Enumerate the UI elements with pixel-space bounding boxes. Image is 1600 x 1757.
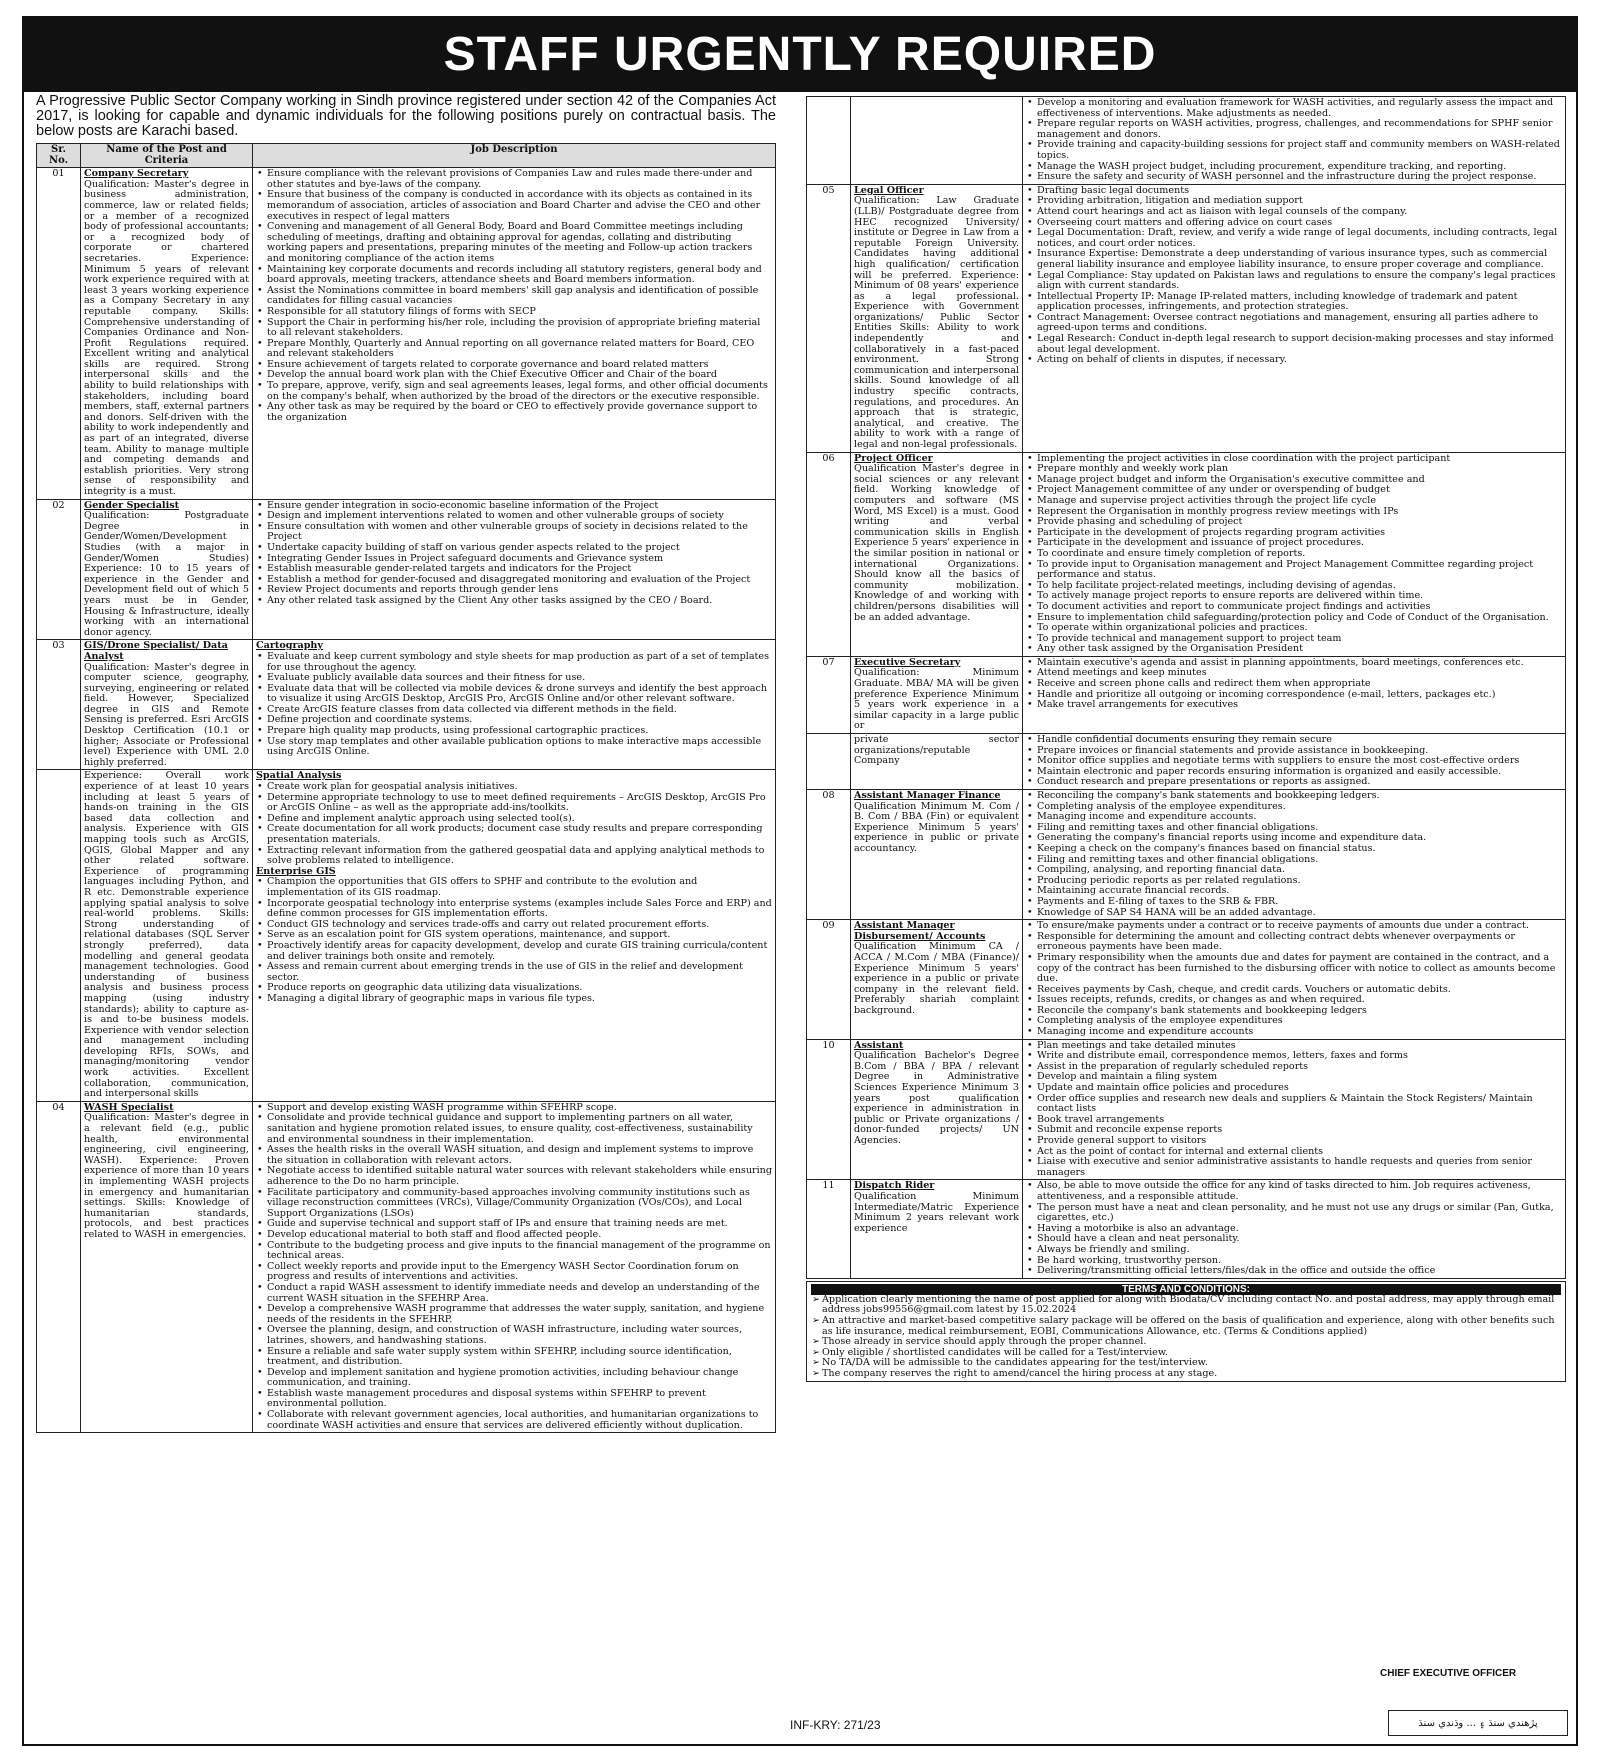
positions-table-right — [806, 96, 1566, 1279]
duty-item: • Responsible for all statutory filings of forms with SECP — [256, 307, 772, 318]
post-name: Assistant Manager Disbursement/ Accounts — [854, 920, 986, 942]
serial-number — [807, 734, 851, 790]
terms-item: ➢ Those already in service should apply through the proper channel. — [811, 1337, 1561, 1348]
duty-item: • Review Project documents and reports through gender lens — [256, 585, 772, 596]
duty-item: • Compiling, analysing, and reporting financial data. — [1026, 865, 1562, 876]
duty-item: • Negotiate access to identified suitable natural water sources with relevant stakeholders while ensuring adherence to the Do no harm principle. — [256, 1166, 772, 1187]
post-criteria-cell — [81, 640, 253, 770]
duty-item: • Filing and remitting taxes and other financial obligations. — [1026, 823, 1562, 834]
duty-item: • Responsible for determining the amount and collecting contract debts whenever overpayments or erroneous payments have been made. — [1026, 932, 1562, 953]
duty-item: • Ensure gender integration in socio-economic baseline information of the Project — [256, 501, 772, 512]
duty-item: • Legal Compliance: Stay updated on Pakistan laws and regulations to ensure the company's legal practices align with current standards. — [1026, 271, 1562, 292]
terms-list — [811, 1295, 1561, 1380]
duty-item: • Support and develop existing WASH programme within SFEHRP scope. — [256, 1103, 772, 1114]
job-header: Job Description — [253, 144, 776, 168]
duty-item: • Maintain executive's agenda and assist in planning appointments, board meetings, conferences etc. — [1026, 658, 1562, 669]
post-criteria-cell — [851, 184, 1023, 452]
post-name: Executive Secretary — [854, 656, 961, 668]
position-row — [37, 640, 776, 770]
page-title: STAFF URGENTLY REQUIRED — [443, 27, 1157, 81]
duty-item: • Plan meetings and take detailed minutes — [1026, 1041, 1562, 1052]
duty-item: • Incorporate geospatial technology into enterprise systems (examples include Sales Force and ERP) and define common processes for GIS implementation efforts. — [256, 899, 772, 920]
duty-item: • Producing periodic reports as per related regulations. — [1026, 876, 1562, 887]
post-criteria-cell — [851, 656, 1023, 733]
duty-item: • Any other related task assigned by the Client Any other tasks assigned by the CEO / Board. — [256, 596, 772, 607]
duty-item: • Maintaining accurate financial records. — [1026, 886, 1562, 897]
duty-item: • The person must have a neat and clean personality, and he must not use any drugs or similar (Pan, Gutka, cigarettes, etc.) — [1026, 1203, 1562, 1224]
duty-item: • Oversee the planning, design, and construction of WASH infrastructure, including water sources, latrines, showers, and handwashing stations. — [256, 1325, 772, 1346]
duty-item: • Liaise with executive and senior administrative assistants to handle requests and queries from senior managers — [1026, 1157, 1562, 1178]
duty-item: • Champion the opportunities that GIS offers to SPHF and contribute to the evolution and implementation of its GIS roadmap. — [256, 877, 772, 898]
serial-number: 01 — [37, 168, 81, 499]
job-description-cell — [253, 499, 776, 640]
duties-list — [256, 1103, 772, 1431]
duty-item: • Payments and E-filing of taxes to the SRB & FBR. — [1026, 897, 1562, 908]
post-name: GIS/Drone Specialist/ Data Analyst — [84, 640, 228, 662]
duty-item: • Contract Management: Oversee contract negotiations and management, ensuring all parties adhere to agreed-upon terms and conditions. — [1026, 313, 1562, 334]
duty-item: • Completing analysis of the employee expenditures. — [1026, 802, 1562, 813]
duty-item: • Handle confidential documents ensuring they remain secure — [1026, 735, 1562, 746]
duty-item: • Serve as an escalation point for GIS system operations, maintenance, and support. — [256, 930, 772, 941]
duty-item: • Develop the annual board work plan with the Chief Executive Officer and Chair of the board — [256, 370, 772, 381]
position-row — [807, 184, 1566, 452]
duty-item: • Manage and supervise project activities through the project life cycle — [1026, 496, 1562, 507]
serial-number: 08 — [807, 790, 851, 920]
position-row — [807, 734, 1566, 790]
duty-item: • Ensure a reliable and safe water supply system within SFEHRP, including source identification, treatment, and distribution. — [256, 1347, 772, 1368]
duties-list — [1026, 791, 1562, 918]
post-name: WASH Specialist — [84, 1101, 174, 1113]
duty-item: • To ensure/make payments under a contract or to receive payments of amounts due under a contract. — [1026, 921, 1562, 932]
duty-item: • Update and maintain office policies and procedures — [1026, 1083, 1562, 1094]
duty-item: • Collaborate with relevant government agencies, local authorities, and humanitarian organizations to coordinate WASH activities and ensure that services are delivered efficiently without duplication. — [256, 1410, 772, 1431]
duty-item: • Ensure to implementation child safeguarding/protection policy and Code of Conduct of the Organisation. — [1026, 613, 1562, 624]
position-row — [807, 97, 1566, 185]
post-criteria-cell — [851, 452, 1023, 656]
positions-table-left — [36, 143, 776, 1433]
post-criteria-cell — [851, 1039, 1023, 1180]
position-row — [807, 452, 1566, 656]
duty-item: • Prepare invoices or financial statements and provide assistance in bookkeeping. — [1026, 746, 1562, 757]
duties-list — [256, 877, 772, 1004]
duty-item: • To help facilitate project-related meetings, including devising of agendas. — [1026, 581, 1562, 592]
duty-item: • Define and implement analytic approach using selected tool(s). — [256, 814, 772, 825]
post-criteria: Qualification: Postgraduate Degree in Gender/Women/Development Studies (with a major in Gender/Women Studies) Experience: 10 to 15 years of experience in the Gender and Development field out of which 5 years must be in Gender, Housing & Infrastructure, ideally working with an international donor agency. — [84, 510, 249, 638]
duty-item: • Any other task assigned by the Organisation President — [1026, 644, 1562, 655]
duty-item: • Establish waste management procedures and disposal systems within SFEHRP to prevent environmental pollution. — [256, 1389, 772, 1410]
post-name: Company Secretary — [84, 168, 189, 180]
duty-item: • Reconcile the company's bank statements and bookkeeping ledgers — [1026, 1006, 1562, 1017]
duty-item: • Support the Chair in performing his/her role, including the provision of appropriate briefing material to all relevant stakeholders. — [256, 318, 772, 339]
duty-item: • Act as the point of contact for internal and external clients — [1026, 1147, 1562, 1158]
job-description-cell — [1023, 184, 1566, 452]
duty-item: • Managing income and expenditure accounts. — [1026, 812, 1562, 823]
serial-number: 02 — [37, 499, 81, 640]
duty-item: • Ensure consultation with women and other vulnerable groups of society in decisions related to the Project — [256, 522, 772, 543]
duty-item: • Design and implement interventions related to women and other vulnerable groups of society — [256, 511, 772, 522]
duty-item: • Also, be able to move outside the office for any kind of tasks directed to him. Job requires activeness, attentiveness, and a responsible attitude. — [1026, 1181, 1562, 1202]
post-name: Gender Specialist — [84, 499, 180, 511]
duty-item: • Make travel arrangements for executives — [1026, 700, 1562, 711]
serial-number: 11 — [807, 1180, 851, 1278]
duty-item: • To actively manage project reports to ensure reports are delivered within time. — [1026, 591, 1562, 602]
position-row — [807, 790, 1566, 920]
post-criteria-cell — [81, 499, 253, 640]
job-description-cell — [1023, 920, 1566, 1040]
duty-item: • Conduct a rapid WASH assessment to identify immediate needs and develop an understanding of the current WASH situation in the SFEHRP Area. — [256, 1283, 772, 1304]
duties-list — [1026, 186, 1562, 366]
position-row — [37, 499, 776, 640]
duty-item: • Asses the health risks in the overall WASH situation, and design and implement systems to improve the situation in collaboration with relevant actors. — [256, 1145, 772, 1166]
duty-item: • To provide technical and management support to project team — [1026, 634, 1562, 645]
duty-item: • Implementing the project activities in close coordination with the project participant — [1026, 454, 1562, 465]
post-criteria: Experience: Overall work experience of at least 10 years including at least 5 years of hands-on training in the GIS based data collection and analysis. Experience with GIS mapping tools such as ArcGIS, QGIS, Global Mapper and any other related software. Experience of programming languages including Python, and R etc. Demonstrable experience applying spatial analysis to solve real-world problems. Skills: Strong understanding of relational databases (SQL Server strongly preferred), data modelling and general geodata management technologies. Good understanding of business analysis and business process mapping (using industry standards); ability to capture as-is and to-be business models. Experience with vendor selection and management including developing RFIs, SOWs, and managing/monitoring vendor work activities. Excellent collaboration, communication, and interpersonal skills — [84, 770, 249, 1100]
job-description-cell — [1023, 790, 1566, 920]
duty-item: • Having a motorbike is also an advantage. — [1026, 1224, 1562, 1235]
post-criteria: Qualification Minimum CA / ACCA / M.Com / MBA (Finance)/ Experience Minimum 5 years' experience in a public or private company in the relevant field. Preferably shariah complaint background. — [854, 941, 1019, 1016]
duty-item: • Assist the Nominations committee in board members' skill gap analysis and identification of possible candidates for filling casual vacancies — [256, 286, 772, 307]
duty-item: • Write and distribute email, correspondence memos, letters, faxes and forms — [1026, 1051, 1562, 1062]
position-row — [807, 656, 1566, 733]
post-criteria-cell — [851, 97, 1023, 185]
post-name: Dispatch Rider — [854, 1180, 935, 1192]
duty-item: • Keeping a check on the company's finances based on financial status. — [1026, 844, 1562, 855]
job-description-cell — [253, 168, 776, 499]
serial-number: 04 — [37, 1101, 81, 1432]
post-name: Legal Officer — [854, 184, 924, 196]
duty-item: • Primary responsibility when the amounts due and dates for payment are contained in the contract, and a copy of the contract has been furnished to the disbursing officer with notice to collect as amounts become due. — [1026, 953, 1562, 985]
duty-item: • Manage the WASH project budget, including procurement, expenditure tracking, and reporting. — [1026, 162, 1562, 173]
duty-item: • To operate within organizational policies and practices. — [1026, 623, 1562, 634]
duty-item: • Attend meetings and keep minutes — [1026, 668, 1562, 679]
duty-item: • Receives payments by Cash, cheque, and credit cards. Vouchers or automatic debits. — [1026, 985, 1562, 996]
duty-item: • Acting on behalf of clients in disputes, if necessary. — [1026, 355, 1562, 366]
duties-list — [1026, 454, 1562, 655]
duty-item: • To document activities and report to communicate project findings and activities — [1026, 602, 1562, 613]
post-criteria: Qualification Minimum M. Com / B. Com / BBA (Fin) or equivalent Experience Minimum 5 years' experience in public or private accountancy. — [854, 800, 1019, 854]
position-row — [37, 1101, 776, 1432]
duty-item: • Undertake capacity building of staff on various gender aspects related to the project — [256, 543, 772, 554]
post-criteria-cell — [851, 734, 1023, 790]
duty-item: • Order office supplies and research new deals and suppliers & Maintain the Stock Registers/ Maintain contact lists — [1026, 1094, 1562, 1115]
duty-item: • Overseeing court matters and offering advice on court cases — [1026, 218, 1562, 229]
duties-list — [256, 169, 772, 423]
duty-item: • Manage project budget and inform the Organisation's executive committee and — [1026, 475, 1562, 486]
duty-item: • Develop a monitoring and evaluation framework for WASH activities, and regularly assess the impact and effectiveness of interventions. Make adjustments as needed. — [1026, 98, 1562, 119]
job-description-cell — [1023, 1180, 1566, 1278]
duties-list — [256, 501, 772, 607]
duty-item: • Provide training and capacity-building sessions for project staff and community members on WASH-related topics. — [1026, 140, 1562, 161]
post-criteria: Qualification: Master's degree in computer science, geography, surveying, engineering or related field. However, Specialized degree in GIS and Remote Sensing is preferred. Esri ArcGIS Desktop Certification (10.1 or higher; Associate or Professional level) Experience with UML 2.0 highly preferred. — [84, 661, 249, 768]
job-description-cell — [253, 770, 776, 1101]
job-description-cell — [1023, 97, 1566, 185]
duty-item: • Collect weekly reports and provide input to the Emergency WASH Sector Coordination forum on progress and results of interventions and activities. — [256, 1262, 772, 1283]
duty-item: • Legal Documentation: Draft, review, and verify a wide range of legal documents, including contracts, legal notices, and court order notices. — [1026, 228, 1562, 249]
duty-item: • To coordinate and ensure timely completion of reports. — [1026, 549, 1562, 560]
duty-item: • Insurance Expertise: Demonstrate a deep understanding of various insurance types, such as commercial general liability insurance and employee liability insurance, to ensure proper coverage and compliance. — [1026, 249, 1562, 270]
terms-item: ➢ The company reserves the right to amend/cancel the hiring process at any stage. — [811, 1369, 1561, 1380]
duty-item: • Provide general support to visitors — [1026, 1136, 1562, 1147]
post-criteria: private sector organizations/reputable Company — [854, 734, 1019, 767]
job-description-cell — [1023, 452, 1566, 656]
terms-item: ➢ Application clearly mentioning the name of post applied for along with Biodata/CV including contact No. and postal address, may apply through email address jobs99556@gmail.com latest by 15.02.2024 — [811, 1295, 1561, 1316]
post-criteria-cell — [81, 770, 253, 1101]
duty-item: • Generating the company's financial reports using income and expenditure data. — [1026, 833, 1562, 844]
section-heading: Cartography — [256, 640, 323, 652]
serial-number: 05 — [807, 184, 851, 452]
duty-item: • Use story map templates and other available publication options to make interactive maps accessible using ArcGIS Online. — [256, 737, 772, 758]
duty-item: • Maintain electronic and paper records ensuring information is organized and easily accessible. — [1026, 767, 1562, 778]
serial-number: 06 — [807, 452, 851, 656]
campaign-logo: پڙهندي سنڌ ۽ ... وڌندي سنڌ — [1388, 1710, 1568, 1736]
duty-item: • Always be friendly and smiling. — [1026, 1245, 1562, 1256]
duty-item: • Ensure compliance with the relevant provisions of Companies Law and rules made there-under and other statutes and bye-laws of the company. — [256, 169, 772, 190]
job-description-cell — [1023, 1039, 1566, 1180]
terms-item: ➢ No TA/DA will be admissible to the candidates appearing for the test/interview. — [811, 1358, 1561, 1369]
duty-item: • Extracting relevant information from the gathered geospatial data and applying analytical methods to solve problems related to intelligence. — [256, 846, 772, 867]
post-criteria: Qualification: Law Graduate (LLB)/ Postgraduate degree from HEC recognized University/ institute or Degree in Law from a reputable Foreign University. Candidates having additional high qualification/ certification will be preferred. Experience: Minimum of 08 years' experience as a legal professional. Experience with Government organizations/ Public Sector Entities Skills: Ability to work independently and collaboratively in a fast-paced environment. Strong communication and interpersonal skills. Sound knowledge of all industry specific contracts, regulations, and procedures. An approach that is strategic, analytical, and creative. The ability to work with a range of legal and non-legal professionals. — [854, 195, 1019, 450]
duties-list — [256, 652, 772, 758]
duty-item: • Drafting basic legal documents — [1026, 186, 1562, 197]
duty-item: • Evaluate and keep current symbology and style sheets for map production as part of a set of templates for use throughout the agency. — [256, 652, 772, 673]
duty-item: • Any other task as may be required by the board or CEO to effectively provide governance support to the organization — [256, 402, 772, 423]
post-criteria-cell — [81, 1101, 253, 1432]
duty-item: • Develop and implement sanitation and hygiene promotion activities, including behaviour change communication, and training. — [256, 1368, 772, 1389]
duty-item: • Ensure the safety and security of WASH personnel and the infrastructure during the project response. — [1026, 172, 1562, 183]
duty-item: • Determine appropriate technology to use to meet defined requirements – ArcGIS Desktop, ArcGIS Pro or ArcGIS Online – as well as the appropriate add-ins/toolkits. — [256, 793, 772, 814]
duty-item: • Develop educational material to both staff and flood affected people. — [256, 1230, 772, 1241]
duty-item: • Participate in the development of projects regarding program activities — [1026, 528, 1562, 539]
duty-item: • Establish measurable gender-related targets and indicators for the Project — [256, 564, 772, 575]
duty-item: • Produce reports on geographic data utilizing data visualizations. — [256, 983, 772, 994]
duty-item: • Monitor office supplies and negotiate terms with suppliers to ensure the most cost-effective orders — [1026, 756, 1562, 767]
duty-item: • To provide input to Organisation management and Project Management Committee regarding project performance and status. — [1026, 560, 1562, 581]
job-description-cell — [1023, 734, 1566, 790]
duty-item: • Prepare Monthly, Quarterly and Annual reporting on all governance related matters for Board, CEO and relevant stakeholders — [256, 339, 772, 360]
duties-list — [1026, 1181, 1562, 1276]
duty-item: • Book travel arrangements — [1026, 1115, 1562, 1126]
duty-item: • Managing income and expenditure accounts — [1026, 1027, 1562, 1038]
duty-item: • Ensure that business of the company is conducted in accordance with its objects as contained in its memorandum of association, articles of association and Board Charter and advise the CEO and other executives in respect of legal matters — [256, 190, 772, 222]
duty-item: • Prepare monthly and weekly work plan — [1026, 464, 1562, 475]
duty-item: • Providing arbitration, litigation and mediation support — [1026, 196, 1562, 207]
sr-header: Sr. No. — [37, 144, 81, 168]
duty-item: • Issues receipts, refunds, credits, or changes as and when required. — [1026, 995, 1562, 1006]
duty-item: • Delivering/transmitting official letters/files/dak in the office and outside the office — [1026, 1266, 1562, 1277]
reference-number: INF-KRY: 271/23 — [790, 1718, 881, 1732]
position-row — [807, 1180, 1566, 1278]
duty-item: • Handle and prioritize all outgoing or incoming correspondence (e-mail, letters, packages etc.) — [1026, 690, 1562, 701]
terms-item: ➢ Only eligible / shortlisted candidates will be called for a Test/interview. — [811, 1348, 1561, 1359]
post-criteria: Qualification: Minimum Graduate. MBA/ MA will be given preference Experience Minimum 5 years work experience in a similar capacity in a large public or — [854, 667, 1019, 732]
duty-item: • Receive and screen phone calls and redirect them when appropriate — [1026, 679, 1562, 690]
duty-item: • Represent the Organisation in monthly progress review meetings with IPs — [1026, 507, 1562, 518]
right-column — [806, 96, 1566, 1732]
duty-item: • Consolidate and provide technical guidance and support to implementing partners on all water, sanitation and hygiene promotion related issues, to ensure quality, cost-effectiveness, sustainability and environmental soundness in their implementation. — [256, 1113, 772, 1145]
post-criteria: Qualification Minimum Intermediate/Matric Experience Minimum 2 years relevant work experience — [854, 1190, 1019, 1234]
duty-item: • Convening and management of all General Body, Board and Board Committee meetings including scheduling of meetings, drafting and obtaining approval for agendas, collating and distributing working papers and presentations, preparing minutes of the meeting and Follow-up action trackers and monitoring compliance of the action items — [256, 222, 772, 264]
post-criteria: Qualification: Master's degree in a relevant field (e.g., public health, environmental engineering, civil engineering, WASH). Experience: Proven experience of more than 10 years in implementing WASH projects in emergency and humanitarian settings. Skills: Knowledge of humanitarian standards, protocols, and best practices related to WASH in emergencies. — [84, 1112, 249, 1240]
duties-list — [1026, 1041, 1562, 1179]
position-row — [37, 168, 776, 499]
post-criteria: Qualification Master's degree in social sciences or any relevant field. Working knowledge of computers and software (MS Word, MS Excel) is a must. Good writing and verbal communication skills in English Experience 5 years' experience in the similar position in national or international Organizations. Should know all the basics of community mobilization. Knowledge of and working with children/persons disabilities will be an added advantage. — [854, 463, 1019, 623]
serial-number: 09 — [807, 920, 851, 1040]
post-name: Assistant Manager Finance — [854, 790, 1001, 801]
duty-item: • Attend court hearings and act as liaison with legal counsels of the company. — [1026, 207, 1562, 218]
duty-item: • Legal Research: Conduct in-depth legal research to support decision-making processes and stay informed about legal development. — [1026, 334, 1562, 355]
duty-item: • Ensure achievement of targets related to corporate governance and board related matters — [256, 360, 772, 371]
duty-item: • Intellectual Property IP: Manage IP-related matters, including knowledge of trademark and patent application processes, infringements, and protection strategies. — [1026, 292, 1562, 313]
terms-title: TERMS AND CONDITIONS: — [811, 1284, 1561, 1295]
duty-item: • Conduct GIS technology and services trade-offs and carry out related procurement efforts. — [256, 920, 772, 931]
duty-item: • Be hard working, trustworthy person. — [1026, 1256, 1562, 1267]
terms-item: ➢ An attractive and market-based competitive salary package will be offered on the basis of qualification and experience, along with other benefits such as life insurance, medical reimbursement, EOBI, Communications Allowance, etc. (Terms & Conditions applied) — [811, 1316, 1561, 1337]
duty-item: • Develop a comprehensive WASH programme that addresses the water supply, sanitation, and hygiene needs of the residents in the SFEHRP. — [256, 1304, 772, 1325]
post-criteria-cell — [851, 790, 1023, 920]
duties-list — [1026, 658, 1562, 711]
duty-item: • Evaluate data that will be collected via mobile devices & drone surveys and identify the best approach to visualize it using ArcGIS Desktop, ArcGIS Pro, ArcGIS Online and/or other relevant software. — [256, 684, 772, 705]
post-criteria: Qualification Bachelor's Degree B.Com / BBA / BPA / relevant Degree in Administrative Sciences Experience Minimum 3 years post qualification experience in administration in public or Private organizations / donor-funded projects/ UN Agencies. — [854, 1050, 1019, 1146]
job-description-cell — [1023, 656, 1566, 733]
duties-list — [1026, 921, 1562, 1038]
duty-item: • Create documentation for all work products; document case study results and prepare corresponding presentation materials. — [256, 824, 772, 845]
serial-number: 07 — [807, 656, 851, 733]
duty-item: • Reconciling the company's bank statements and bookkeeping ledgers. — [1026, 791, 1562, 802]
duty-item: • Assist in the preparation of regularly scheduled reports — [1026, 1062, 1562, 1073]
duty-item: • Completing analysis of the employee expenditures — [1026, 1016, 1562, 1027]
duties-list — [1026, 98, 1562, 183]
duty-item: • Prepare high quality map products, using professional cartographic practices. — [256, 726, 772, 737]
post-criteria-cell — [851, 920, 1023, 1040]
post-name: Assistant — [854, 1039, 904, 1051]
job-description-cell — [253, 640, 776, 770]
duty-item: • Integrating Gender Issues in Project safeguard documents and Grievance system — [256, 554, 772, 565]
post-name: Project Officer — [854, 452, 933, 464]
signature: CHIEF EXECUTIVE OFFICER — [1380, 1668, 1517, 1679]
section-heading: Enterprise GIS — [256, 865, 336, 877]
post-criteria: Qualification: Master's degree in business administration, commerce, law or related fields; or a member of a recognized body of professional accountants; or a recognized body of corporate or chartered secretaries. Experience: Minimum 5 years of relevant work experience required with at least 3 years working experience as a Company Secretary in any reputable company. Skills: Comprehensive understanding of Companies Ordinance and Non-Profit Regulations required. Excellent writing and analytical skills are required. Strong interpersonal skills and the ability to build relationships with stakeholders, including board members, staff, external partners and donors. Self-driven with the ability to work independently and as part of an integrated, diverse team. Ability to manage multiple and competing demands and establish priorities. Very strong sense of responsibility and integrity is a must. — [84, 178, 249, 497]
duty-item: • Create ArcGIS feature classes from data collected via different methods in the field. — [256, 705, 772, 716]
position-row — [807, 1039, 1566, 1180]
duty-item: • Conduct research and prepare presentations or reports as assigned. — [1026, 777, 1562, 788]
serial-number — [807, 97, 851, 185]
duty-item: • Contribute to the budgeting process and give inputs to the financial management of the programme on technical areas. — [256, 1241, 772, 1262]
serial-number: 10 — [807, 1039, 851, 1180]
duty-item: • Create work plan for geospatial analysis initiatives. — [256, 782, 772, 793]
position-row — [37, 770, 776, 1101]
duty-item: • Participate in the development and issuance of project procedures. — [1026, 538, 1562, 549]
serial-number: 03 — [37, 640, 81, 770]
duty-item: • Define projection and coordinate systems. — [256, 715, 772, 726]
duty-item: • Assess and remain current about emerging trends in the use of GIS in the relief and development sector. — [256, 962, 772, 983]
duty-item: • Guide and supervise technical and support staff of IPs and ensure that training needs are met. — [256, 1219, 772, 1230]
post-criteria-cell — [851, 1180, 1023, 1278]
duty-item: • Knowledge of SAP S4 HANA will be an added advantage. — [1026, 908, 1562, 919]
duty-item: • Prepare regular reports on WASH activities, progress, challenges, and recommendations for SPHF senior management and donors. — [1026, 119, 1562, 140]
duty-item: • Project Management committee of any under or overspending of budget — [1026, 485, 1562, 496]
post-criteria-cell — [81, 168, 253, 499]
intro-paragraph: A Progressive Public Sector Company working in Sindh province registered under section 42 of the Companies Act 2017, is looking for capable and dynamic individuals for the following positions purely on contractual basis. The below posts are Karachi based. — [36, 94, 776, 139]
duty-item: • Maintaining key corporate documents and records including all statutory registers, general body and board approvals, meeting trackers, attendance sheets and Board members information. — [256, 265, 772, 286]
page-header — [22, 16, 1578, 92]
duty-item: • Provide phasing and scheduling of project — [1026, 517, 1562, 528]
section-heading: Spatial Analysis — [256, 770, 342, 782]
left-column — [36, 94, 776, 1734]
duty-item: • Evaluate publicly available data sources and their fitness for use. — [256, 673, 772, 684]
duty-item: • Filing and remitting taxes and other financial obligations. — [1026, 855, 1562, 866]
terms-box — [806, 1281, 1566, 1383]
serial-number — [37, 770, 81, 1101]
duty-item: • Develop and maintain a filing system — [1026, 1072, 1562, 1083]
post-header: Name of the Post and Criteria — [81, 144, 253, 168]
duty-item: • Proactively identify areas for capacity development, develop and curate GIS training curricula/content and deliver trainings both onsite and remotely. — [256, 941, 772, 962]
duty-item: • Facilitate participatory and community-based approaches involving community institutions such as village reconstruction committees (VRCs), Village/Community Organization (VOs/COs), and Local Support Organizations (LSOs) — [256, 1188, 772, 1220]
duty-item: • Should have a clean and neat personality. — [1026, 1234, 1562, 1245]
duty-item: • Managing a digital library of geographic maps in various file types. — [256, 994, 772, 1005]
position-row — [807, 920, 1566, 1040]
duty-item: • Establish a method for gender-focused and disaggregated monitoring and evaluation of the Project — [256, 575, 772, 586]
duty-item: • Submit and reconcile expense reports — [1026, 1125, 1562, 1136]
duties-list — [1026, 735, 1562, 788]
duties-list — [256, 782, 772, 867]
duty-item: • To prepare, approve, verify, sign and seal agreements leases, legal forms, and other official documents on the company's behalf, when authorized by the broad of the directors or the executive responsible. — [256, 381, 772, 402]
job-description-cell — [253, 1101, 776, 1432]
